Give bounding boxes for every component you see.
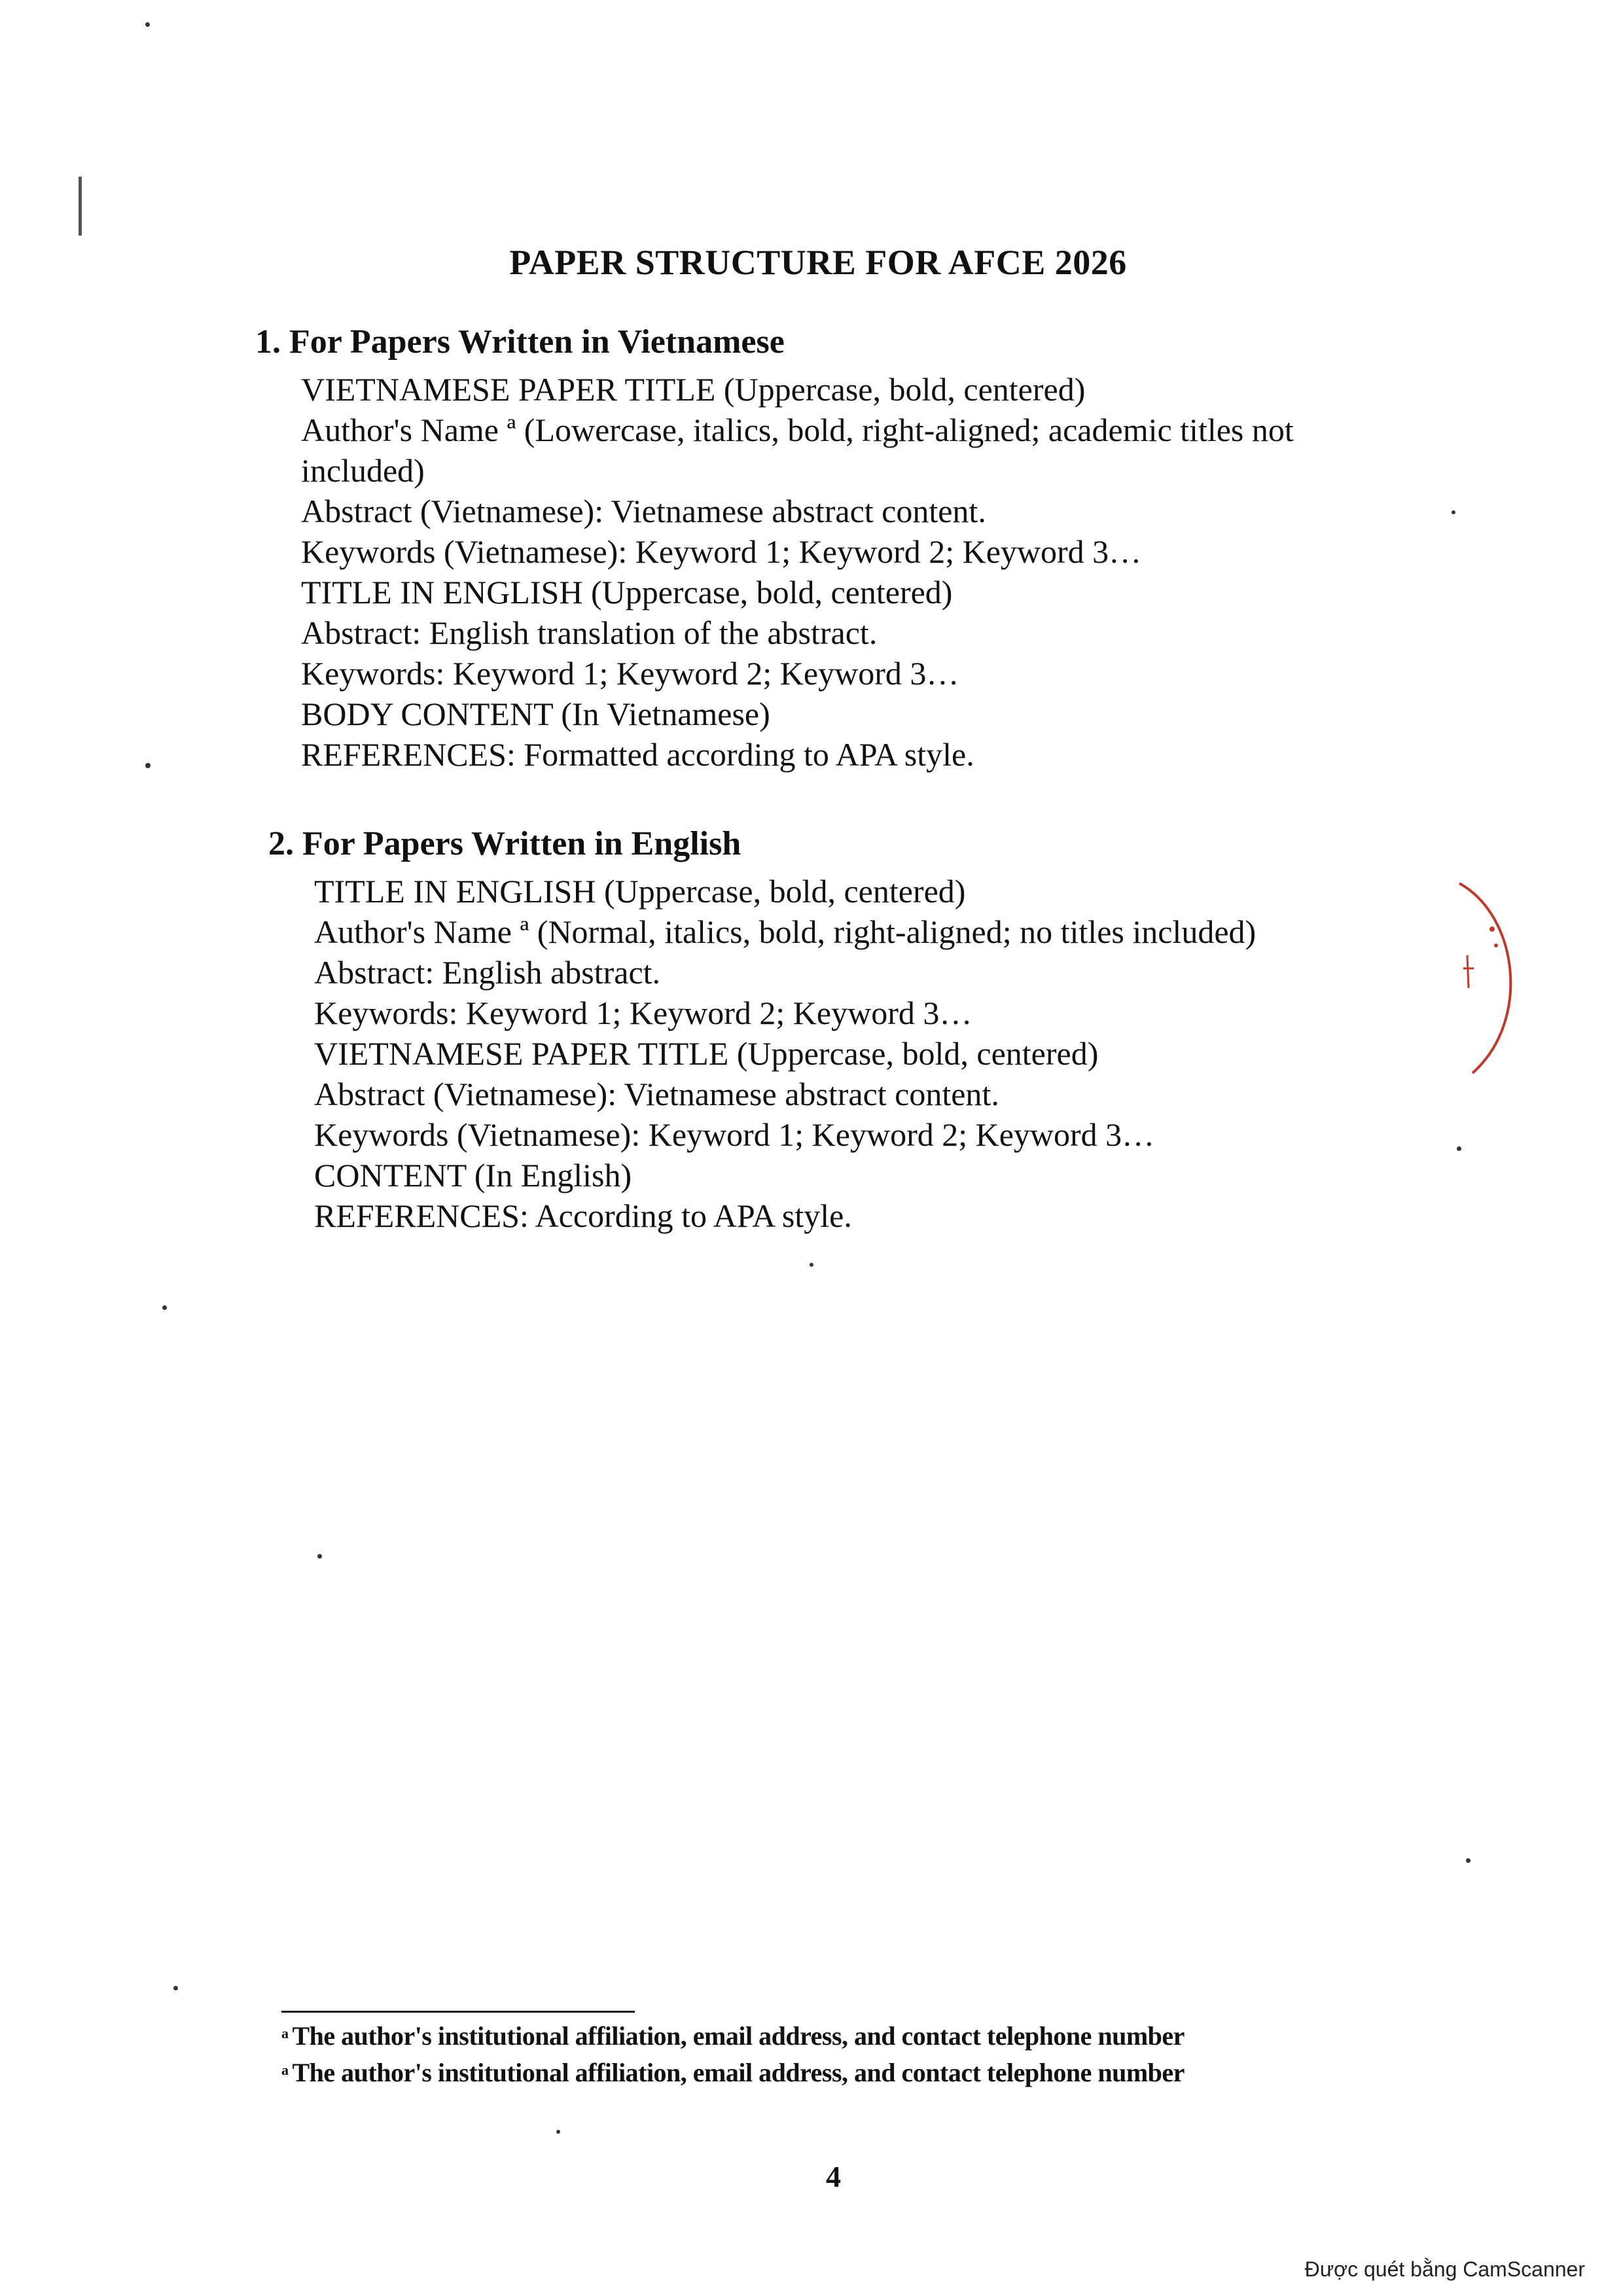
page-title: PAPER STRUCTURE FOR AFCE 2026 — [509, 243, 1127, 282]
scan-edge-mark — [79, 177, 82, 236]
list-item: Abstract (Vietnamese): Vietnamese abstract content. — [314, 1076, 999, 1112]
list-item: Keywords: Keyword 1; Keyword 2; Keyword 3… — [301, 655, 959, 692]
section-vietnamese-papers — [255, 319, 1368, 775]
list-item: TITLE IN ENGLISH (Uppercase, bold, centered) — [301, 574, 953, 610]
list-item: TITLE IN ENGLISH (Uppercase, bold, centered) — [314, 873, 966, 910]
scan-speck — [162, 1305, 167, 1310]
red-stamp-fragment — [1446, 877, 1538, 1086]
footnote — [281, 2017, 1263, 2053]
list-item: Keywords: Keyword 1; Keyword 2; Keyword 3… — [314, 995, 972, 1031]
scan-speck — [556, 2130, 560, 2134]
scan-speck — [810, 1263, 813, 1267]
section-heading: 1. For Papers Written in Vietnamese — [255, 323, 785, 361]
structure-list — [268, 871, 1381, 1236]
section-heading: 2. For Papers Written in English — [268, 825, 741, 862]
list-item: Keywords (Vietnamese): Keyword 1; Keyword 2; Keyword 3… — [301, 533, 1142, 570]
footnote-divider — [281, 2011, 635, 2013]
footnote-text: The author's institutional affiliation, email address, and contact telephone number — [292, 2021, 1185, 2051]
footnote-text: The author's institutional affiliation, email address, and contact telephone number — [292, 2058, 1185, 2087]
scan-speck — [317, 1554, 322, 1559]
list-item: Abstract: English translation of the abstract. — [301, 614, 878, 651]
footnote-marker: a — [281, 2062, 289, 2078]
list-item: Author's Name ª (Normal, italics, bold, right-aligned; no titles included) — [314, 913, 1257, 950]
scan-speck — [145, 763, 151, 768]
list-item: Abstract: English abstract. — [314, 954, 661, 991]
footnote — [281, 2053, 1263, 2090]
list-item: VIETNAMESE PAPER TITLE (Uppercase, bold, centered) — [314, 1035, 1099, 1072]
scan-speck — [1452, 510, 1455, 514]
list-item: REFERENCES: Formatted according to APA style. — [301, 736, 974, 773]
footnotes — [281, 2017, 1263, 2090]
list-item: BODY CONTENT (In Vietnamese) — [301, 696, 770, 732]
scan-speck — [1457, 1146, 1461, 1151]
list-item: REFERENCES: According to APA style. — [314, 1197, 852, 1234]
list-item: CONTENT (In English) — [314, 1157, 632, 1193]
scan-speck — [1466, 1858, 1471, 1863]
footnote-marker: a — [281, 2025, 289, 2041]
structure-list — [255, 369, 1368, 775]
scan-speck — [173, 1986, 178, 1990]
scan-speck — [145, 22, 150, 27]
list-item: Abstract (Vietnamese): Vietnamese abstract content. — [301, 493, 986, 529]
page-number: 4 — [826, 2160, 841, 2193]
list-item: Keywords (Vietnamese): Keyword 1; Keyword 2; Keyword 3… — [314, 1116, 1155, 1153]
section-english-papers — [268, 821, 1381, 1236]
list-item: VIETNAMESE PAPER TITLE (Uppercase, bold, centered) — [301, 371, 1086, 408]
scanner-watermark: Được quét bằng CamScanner — [1304, 2257, 1585, 2281]
list-item: Author's Name ª (Lowercase, italics, bold, right-aligned; academic titles not included) — [301, 412, 1294, 489]
